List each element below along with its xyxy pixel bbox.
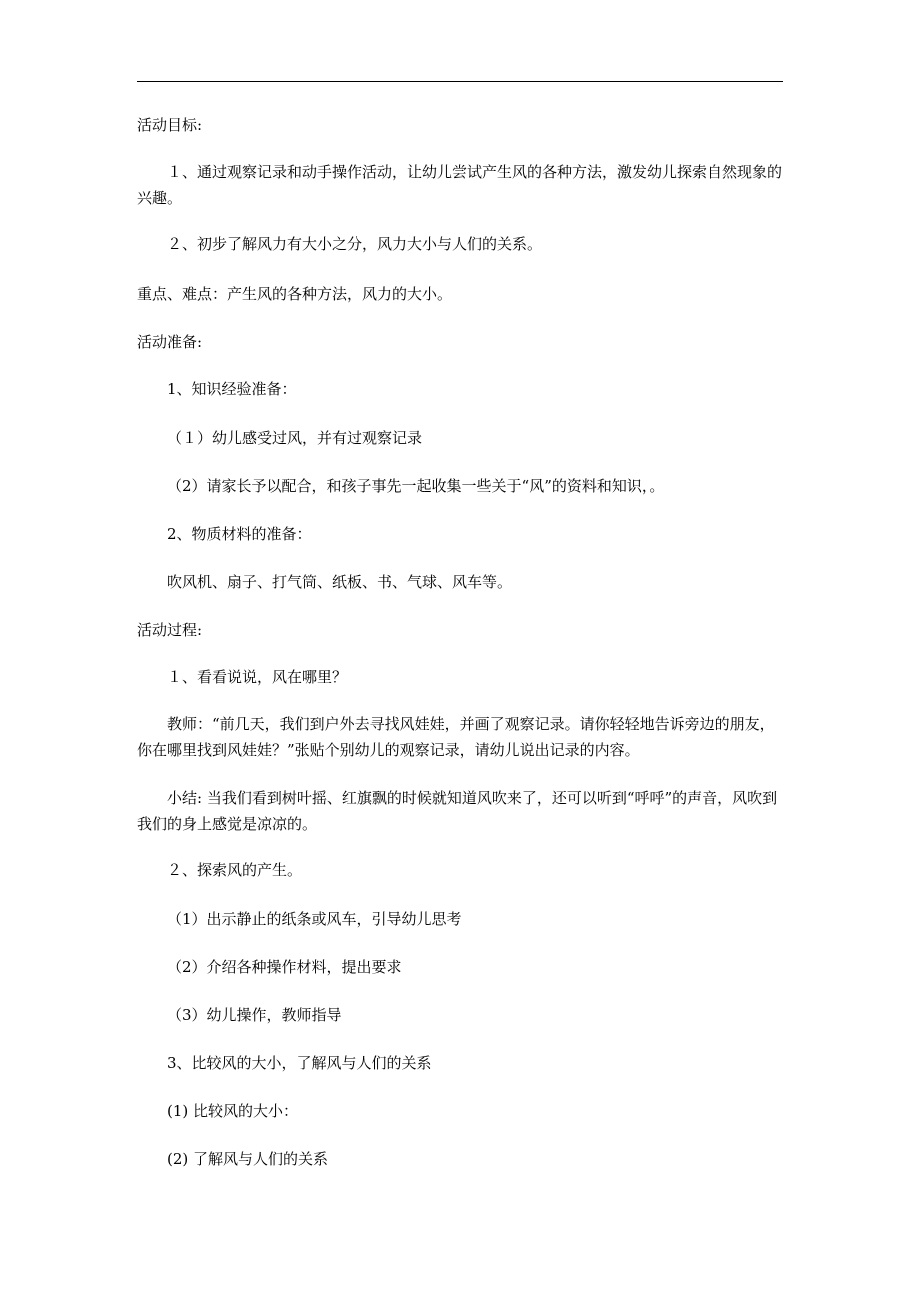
goal-item-2: ２、初步了解风力有大小之分，风力大小与人们的关系。 (167, 235, 543, 253)
process-item-2: ２、探索风的产生。 (167, 861, 303, 879)
section-heading-goals: 活动目标: (137, 116, 203, 134)
prep-subitem-1: （１）幼儿感受过风，并有过观察记录 (167, 429, 423, 447)
key-points: 重点、难点：产生风的各种方法，风力的大小。 (137, 285, 453, 303)
goal-item-1: １、通过观察记录和动手操作活动，让幼儿尝试产生风的各种方法，激发幼儿探索自然现象的兴趣。 (137, 163, 783, 207)
materials-list: 吹风机、扇子、打气筒、纸板、书、气球、风车等。 (167, 573, 513, 591)
process-subitem-3-1: (1) 比较风的大小： (167, 1102, 299, 1120)
teacher-dialogue: 教师：“前几天，我们到户外去寻找风娃娃，并画了观察记录。请你轻轻地告诉旁边的朋友，你在哪里找到风娃娃？”张贴个别幼儿的观察记录，请幼儿说出记录的内容。 (137, 715, 775, 759)
summary-paragraph: 小结: 当我们看到树叶摇、红旗飘的时候就知道风吹来了，还可以听到“呼呼”的声音，风吹到我们的身上感觉是凉凉的。 (137, 789, 778, 833)
process-item-3: 3、比较风的大小，了解风与人们的关系 (167, 1054, 432, 1072)
process-subitem-3-2: (2) 了解风与人们的关系 (167, 1150, 329, 1168)
process-subitem-3: （3）幼儿操作，教师指导 (167, 1006, 342, 1024)
prep-subitem-2: （2）请家长予以配合，和孩子事先一起收集一些关于“风”的资料和知识，。 (167, 477, 665, 495)
process-subitem-1: （1）出示静止的纸条或风车，引导幼儿思考 (167, 910, 462, 928)
process-item-1: １、看看说说，风在哪里？ (167, 668, 348, 686)
process-subitem-2: （2）介绍各种操作材料，提出要求 (167, 958, 402, 976)
prep-item-2: 2、物质材料的准备： (167, 525, 312, 543)
header-rule (137, 81, 783, 82)
section-heading-preparation: 活动准备: (137, 333, 203, 351)
section-heading-process: 活动过程: (137, 621, 203, 639)
prep-item-1: 1、知识经验准备： (167, 380, 297, 398)
